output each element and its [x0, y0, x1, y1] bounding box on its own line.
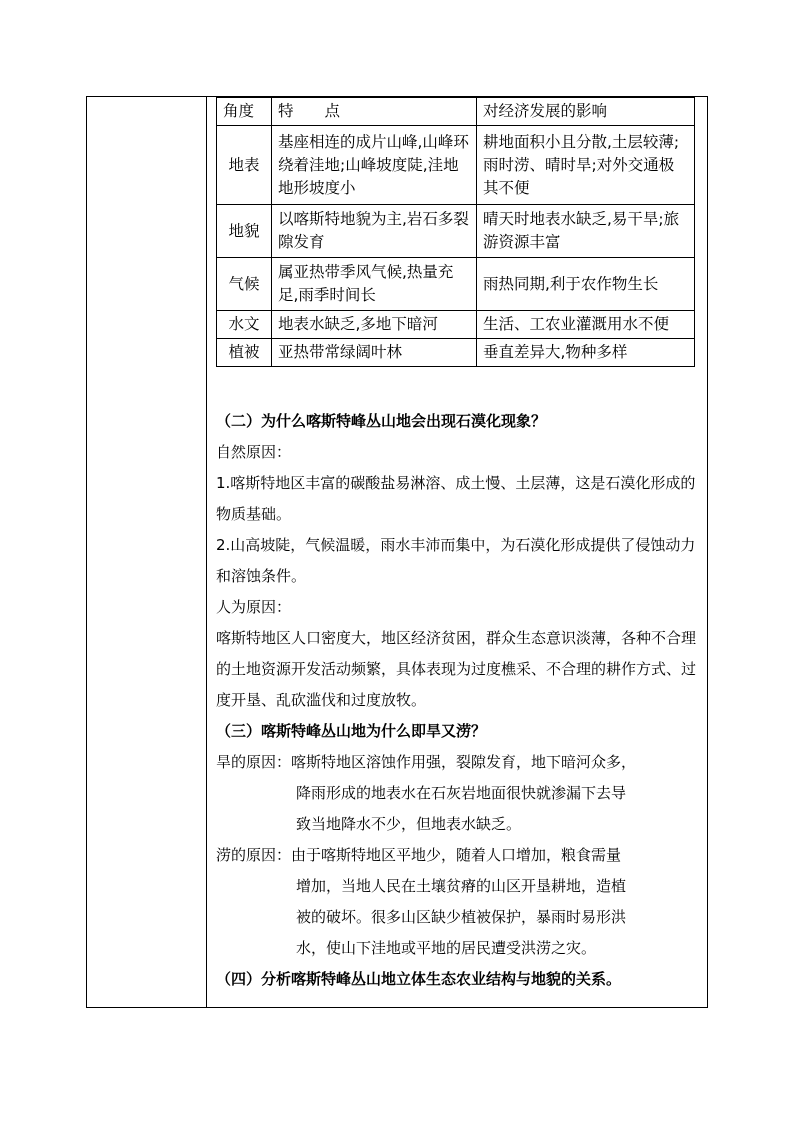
table-row	[217, 258, 695, 311]
header-impact: 对经济发展的影响	[477, 98, 695, 126]
human-reason: 喀斯特地区人口密度大，地区经济贫困，群众生态意识淡薄，各种不合理的土地资源开发活动频繁，具体表现为过度樵采、不合理的耕作方式、过度开垦、乱砍滥伐和过度放牧。	[216, 629, 697, 709]
section3-heading: （三）喀斯特峰丛山地为什么即旱又涝？	[216, 722, 487, 740]
row-feature: 以喀斯特地貌为主,岩石多裂隙发育	[272, 205, 477, 258]
row-impact: 垂直差异大,物种多样	[477, 339, 695, 367]
row-angle: 气候	[217, 258, 272, 311]
flood-line-2: 增加，当地人民在土壤贫瘠的山区开垦耕地，造植	[296, 877, 627, 895]
table-row	[217, 311, 695, 339]
natural-reason-1: 1.喀斯特地区丰富的碳酸盐易淋溶、成土慢、土层薄，这是石漠化形成的物质基础。	[216, 474, 696, 523]
natural-label: 自然原因：	[216, 443, 292, 461]
table-row	[217, 126, 695, 205]
row-angle: 地表	[217, 126, 272, 205]
row-feature: 基座相连的成片山峰,山峰环绕着洼地;山峰坡度陡,洼地地形坡度小	[272, 126, 477, 205]
drought-label: 旱的原因：	[216, 753, 292, 771]
row-impact: 雨热同期,利于农作物生长	[477, 258, 695, 311]
row-feature: 亚热带常绿阔叶林	[272, 339, 477, 367]
flood-line-1	[216, 840, 702, 871]
row-angle: 地貌	[217, 205, 272, 258]
section2-heading: （二）为什么喀斯特峰丛山地会出现石漠化现象？	[216, 412, 547, 430]
row-angle: 水文	[217, 311, 272, 339]
row-impact: 生活、工农业灌溉用水不便	[477, 311, 695, 339]
row-impact: 耕地面积小且分散,土层较薄;雨时涝、晴时旱;对外交通极其不便	[477, 126, 695, 205]
drought-line-3: 致当地降水不少，但地表水缺乏。	[296, 815, 522, 833]
row-feature: 地表水缺乏,多地下暗河	[272, 311, 477, 339]
column-divider	[206, 96, 207, 1008]
drought-line-2: 降雨形成的地表水在石灰岩地面很快就渗漏下去导	[296, 784, 627, 802]
human-label: 人为原因：	[216, 598, 292, 616]
row-impact: 晴天时地表水缺乏,易干旱;旅游资源丰富	[477, 205, 695, 258]
natural-reason-2: 2.山高坡陡，气候温暖，雨水丰沛而集中，为石漠化形成提供了侵蚀动力和溶蚀条件。	[216, 536, 696, 585]
header-feature: 特 点	[272, 98, 477, 126]
table-header-row	[217, 98, 695, 126]
feature-table	[216, 97, 695, 367]
lesson-content	[216, 406, 702, 995]
header-angle: 角度	[217, 98, 272, 126]
row-feature: 属亚热带季风气候,热量充足,雨季时间长	[272, 258, 477, 311]
flood-label: 涝的原因：	[216, 846, 292, 864]
row-angle: 植被	[217, 339, 272, 367]
table-row	[217, 205, 695, 258]
flood-line-3: 被的破坏。很多山区缺少植被保护，暴雨时易形洪	[296, 908, 627, 926]
drought-line-1	[216, 747, 702, 778]
flood-text: 由于喀斯特地区平地少，随着人口增加，粮食需量	[291, 846, 622, 864]
table-row	[217, 339, 695, 367]
drought-text: 喀斯特地区溶蚀作用强，裂隙发育，地下暗河众多，	[291, 753, 637, 771]
flood-line-4: 水，使山下洼地或平地的居民遭受洪涝之灾。	[296, 939, 597, 957]
section4-heading: （四）分析喀斯特峰丛山地立体生态农业结构与地貌的关系。	[216, 970, 622, 988]
